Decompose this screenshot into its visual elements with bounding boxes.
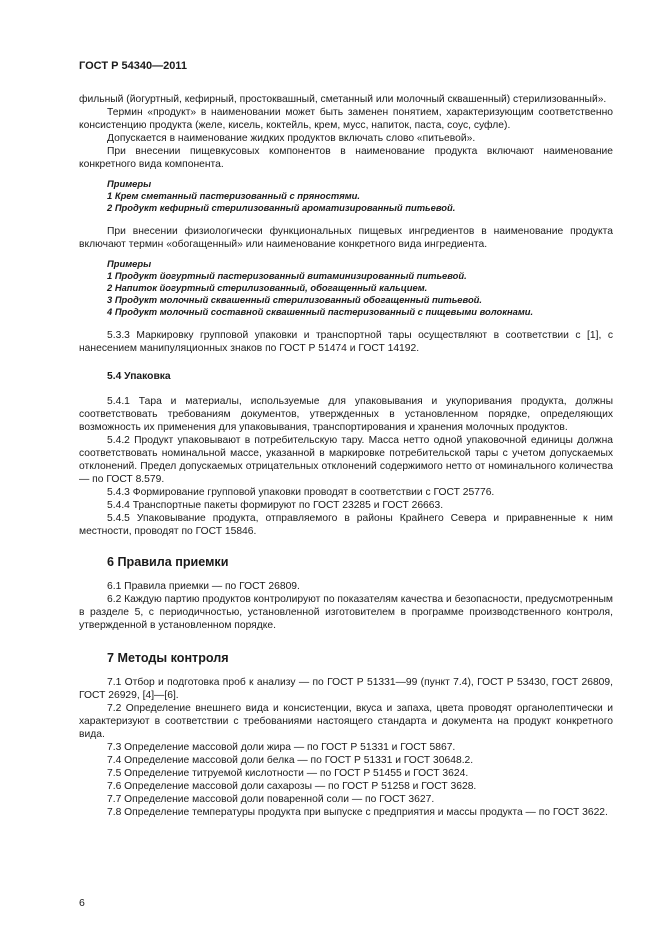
document-body xyxy=(79,93,613,819)
example-item: 2 Напиток йогуртный стерилизованный, обогащенный кальцием. xyxy=(107,281,428,293)
paragraph-6-2: 6.2 Каждую партию продуктов контролируют по показателям качества и безопасности, предусмотренным в разделе 5, с периодичностью, установленной изготовителем в программе производственного контроля, утвержденной в установленном порядке. xyxy=(79,594,613,632)
paragraph-5-4-2: 5.4.2 Продукт упаковывают в потребительскую тару. Масса нетто одной упаковочной единицы должна соответствовать номинальной массе, указанной в маркировке потребительской тары с учетом допускаемых отклонений. Предел допускаемых отрицательных отклонений содержимого нетто от номинального количества — по ГОСТ 8.579. xyxy=(79,435,613,486)
example-item: 1 Крем сметанный пастеризованный с пряностями. xyxy=(107,189,360,201)
section-heading-5-4: 5.4 Упаковка xyxy=(107,371,171,383)
paragraph-7-8: 7.8 Определение температуры продукта при выпуске с предприятия и массы продукта — по ГОСТ 3622. xyxy=(107,807,608,819)
examples-block-1 xyxy=(79,178,613,213)
paragraph-functional: При внесении физиологически функциональных пищевых ингредиентов в наименование продукта включают термин «обогащенный» или наименование конкретного вида ингредиента. xyxy=(79,226,613,251)
example-item: 1 Продукт йогуртный пастеризованный витаминизированный питьевой. xyxy=(107,270,467,282)
section-heading-6: 6 Правила приемки xyxy=(107,555,229,570)
paragraph-6-1: 6.1 Правила приемки — по ГОСТ 26809. xyxy=(107,581,300,593)
paragraph-term: Термин «продукт» в наименовании может быть заменен понятием, характеризующим соответственно консистенцию продукта (желе, кисель, коктейль, крем, мусс, напиток, паста, соус, суфле). xyxy=(79,107,613,131)
section-heading-7: 7 Методы контроля xyxy=(107,651,229,666)
paragraph-7-5: 7.5 Определение титруемой кислотности — по ГОСТ Р 51455 и ГОСТ 3624. xyxy=(107,768,469,780)
examples-title: Примеры xyxy=(107,178,152,189)
paragraph-7-1: 7.1 Отбор и подготовка проб к анализу — по ГОСТ Р 51331—99 (пункт 7.4), ГОСТ Р 53430, ГОСТ 26809, ГОСТ 26929, [4]—[6]. xyxy=(79,677,613,702)
paragraph-7-7: 7.7 Определение массовой доли поваренной соли — по ГОСТ 3627. xyxy=(107,794,435,806)
continued-paragraph: фильный (йогуртный, кефирный, простоквашный, сметанный или молочный сквашенный) стерилизованный». xyxy=(79,94,607,105)
page-number: 6 xyxy=(79,897,85,909)
paragraph-5-3-3: 5.3.3 Маркировку групповой упаковки и транспортной тары осуществляют в соответствии с [1], с нанесением манипуляционных знаков по ГОСТ Р 51474 и ГОСТ 14192. xyxy=(79,330,613,355)
paragraph-5-4-1: 5.4.1 Тара и материалы, используемые для упаковывания и укупоривания продукта, должны соответствовать требованиям документов, утвержденных в установленном порядке, определяющих возможность их применения для упаковывания, транспортирования и хранения молочных продуктов. xyxy=(79,396,613,434)
paragraph-5-4-3: 5.4.3 Формирование групповой упаковки проводят в соответствии с ГОСТ 25776. xyxy=(107,487,495,499)
paragraph-7-2: 7.2 Определение внешнего вида и консистенции, вкуса и запаха, цвета проводят органолептически и характеризуют в соответствии с требованиями настоящего стандарта и документа на продукт конкретного вида. xyxy=(79,703,613,741)
paragraph-drink: Допускается в наименование жидких продуктов включать слово «питьевой». xyxy=(107,133,476,144)
example-item: 3 Продукт молочный сквашенный стерилизованный обогащенный питьевой. xyxy=(107,293,483,305)
paragraph-7-3: 7.3 Определение массовой доли жира — по ГОСТ Р 51331 и ГОСТ 5867. xyxy=(107,742,456,754)
paragraph-7-4: 7.4 Определение массовой доли белка — по ГОСТ Р 51331 и ГОСТ 30648.2. xyxy=(107,755,474,767)
document-header: ГОСТ Р 54340—2011 xyxy=(79,60,187,72)
example-item: 4 Продукт молочный составной сквашенный пастеризованный с пищевыми волокнами. xyxy=(107,305,534,317)
example-item: 2 Продукт кефирный стерилизованный ароматизированный питьевой. xyxy=(107,201,456,213)
paragraph-5-4-5: 5.4.5 Упаковывание продукта, отправляемого в районы Крайнего Севера и приравненные к ним местности, проводят по ГОСТ 15846. xyxy=(79,513,613,538)
paragraph-flavor: При внесении пищевкусовых компонентов в наименование продукта включают наименование конкретного вида компонента. xyxy=(79,146,613,170)
examples-title: Примеры xyxy=(107,258,152,270)
paragraph-5-4-4: 5.4.4 Транспортные пакеты формируют по ГОСТ 23285 и ГОСТ 26663. xyxy=(107,500,444,512)
examples-block-2 xyxy=(79,258,613,317)
paragraph-7-6: 7.6 Определение массовой доли сахарозы — по ГОСТ Р 51258 и ГОСТ 3628. xyxy=(107,781,477,793)
